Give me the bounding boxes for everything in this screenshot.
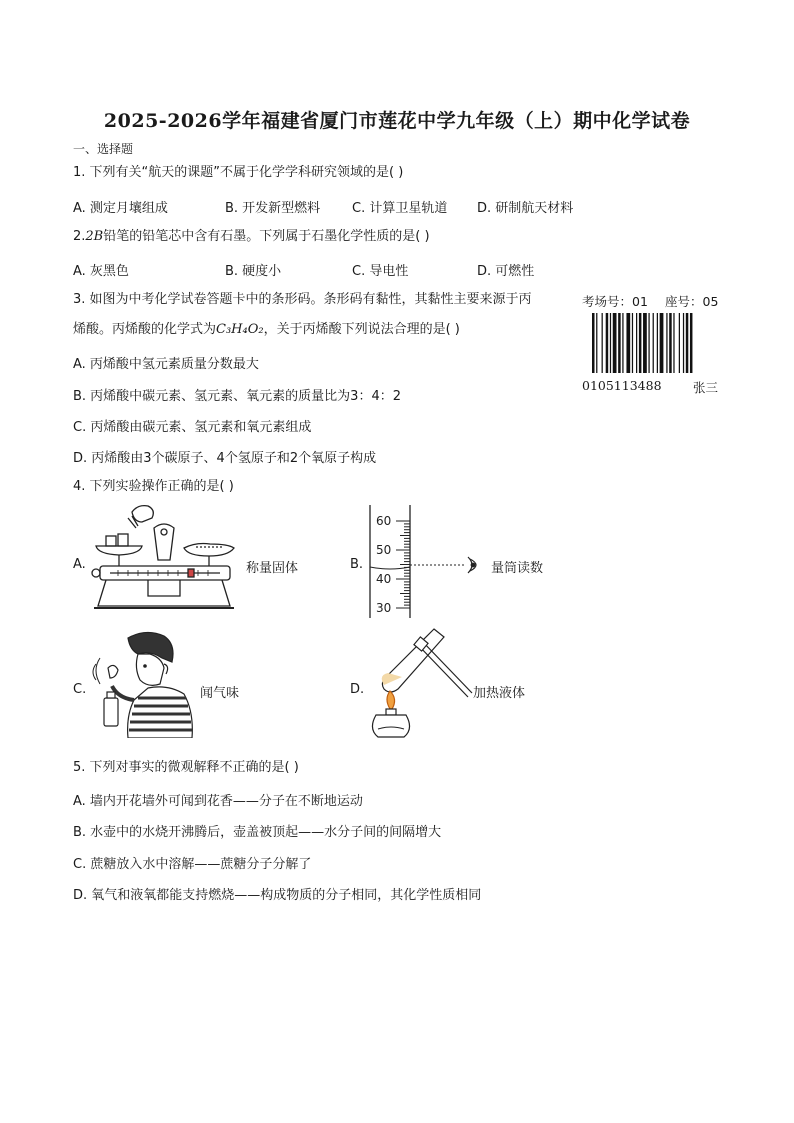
q1-option-c: C. 计算卫星轨道 — [352, 201, 448, 216]
barcode-bar — [606, 313, 609, 373]
q4-option-b-letter: B. — [350, 557, 364, 572]
q4-option-b-caption: 量筒读数 — [491, 561, 544, 576]
q3-line2-post: ，关于丙烯酸下列说法合理的是( ) — [263, 322, 460, 337]
q3-option-c: C. 丙烯酸由碳元素、氢元素和氧元素组成 — [73, 420, 312, 435]
q2-option-d: D. 可燃性 — [477, 264, 535, 279]
barcode-bar — [636, 313, 637, 373]
question-2-stem — [73, 229, 430, 245]
question-1-stem: 1. 下列有关“航天的课题”不属于化学学科研究领域的是( ) — [73, 165, 404, 180]
barcode-bar — [626, 313, 630, 373]
cylinder-tick-label: 60 — [376, 514, 392, 528]
barcode-bar — [653, 313, 654, 373]
q5-option-b: B. 水壶中的水烧开沸腾后，壶盖被顶起——水分子间的间隔增大 — [73, 825, 442, 840]
barcode-bar — [592, 313, 595, 373]
q4-option-a-letter: A. — [73, 557, 86, 572]
barcode-bar — [602, 313, 603, 373]
q2-stem-text: 铅笔的铅笔芯中含有石墨。下列属于石墨化学性质的是( ) — [103, 229, 430, 244]
question-3-line1: 3. 如图为中考化学试卷答题卡中的条形码。条形码有黏性，其黏性主要来源于丙 — [73, 292, 532, 307]
barcode-bar — [669, 313, 672, 373]
q3-option-d: D. 丙烯酸由3个碳原子、4个氢原子和2个氧原子构成 — [73, 451, 377, 466]
q4-option-a-caption: 称量固体 — [246, 561, 299, 576]
barcode-bar — [648, 313, 649, 373]
barcode-image — [592, 313, 720, 373]
q3-line2-pre: 烯酸。丙烯酸的化学式为 — [73, 322, 217, 337]
barcode-bar — [660, 313, 664, 373]
eye-icon — [468, 557, 476, 573]
barcode-bar — [622, 313, 623, 373]
barcode-bar — [679, 313, 680, 373]
question-3-line2 — [73, 322, 460, 338]
q1-option-b: B. 开发新型燃料 — [225, 201, 321, 216]
q2-pencil-grade: 2B — [85, 229, 104, 244]
barcode-bar — [596, 313, 597, 373]
barcode-bar — [666, 313, 667, 373]
q5-option-d: D. 氧气和液氧都能支持燃烧——构成物质的分子相同，其化学性质相同 — [73, 888, 482, 903]
barcode-bar — [610, 313, 611, 373]
smelling-gas-illustration — [88, 628, 198, 738]
cylinder-tick-label: 50 — [376, 543, 392, 557]
q1-option-a: A. 测定月壤组成 — [73, 201, 168, 216]
q2-option-a: A. 灰黑色 — [73, 264, 129, 279]
seat-label: 座号：05 — [665, 294, 719, 309]
q4-option-c-letter: C. — [73, 682, 87, 697]
q5-option-a: A. 墙内开花墙外可闻到花香——分子在不断地运动 — [73, 794, 363, 809]
barcode-bar — [618, 313, 621, 373]
chemical-formula: C₃H₄O₂ — [216, 322, 264, 337]
q2-number: 2. — [73, 229, 86, 244]
balance-scale-illustration — [88, 500, 238, 615]
barcode-bar — [657, 313, 658, 373]
question-5-stem: 5. 下列对事实的微观解释不正确的是( ) — [73, 760, 299, 775]
heating-liquid-illustration — [364, 625, 474, 745]
cylinder-tick-label: 30 — [376, 601, 392, 615]
q2-option-b: B. 硬度小 — [225, 264, 282, 279]
graduated-cylinder-illustration — [364, 505, 494, 620]
barcode-bar — [686, 313, 689, 373]
exam-room-label: 考场号：01 — [582, 294, 648, 309]
barcode-bar — [639, 313, 642, 373]
barcode-bar — [643, 313, 647, 373]
page-title: 2025-2026学年福建省厦门市莲花中学九年级（上）期中化学试卷 — [103, 110, 691, 132]
barcode-bar — [632, 313, 633, 373]
q4-option-d-caption: 加热液体 — [473, 686, 526, 701]
q2-option-c: C. 导电性 — [352, 264, 409, 279]
cylinder-tick-label: 40 — [376, 572, 392, 586]
question-4-stem: 4. 下列实验操作正确的是( ) — [73, 479, 234, 494]
q4-option-c-caption: 闻气味 — [200, 686, 240, 701]
barcode-bar — [673, 313, 674, 373]
candidate-name: 张三 — [693, 380, 719, 395]
barcode-bar — [683, 313, 684, 373]
q3-option-a: A. 丙烯酸中氢元素质量分数最大 — [73, 357, 259, 372]
barcode-bar — [690, 313, 693, 373]
q5-option-c: C. 蔗糖放入水中溶解——蔗糖分子分解了 — [73, 857, 312, 872]
section-heading: 一、选择题 — [73, 142, 134, 156]
barcode-number: 0105113488 — [582, 378, 662, 393]
q1-option-d: D. 研制航天材料 — [477, 201, 574, 216]
barcode-bar — [613, 313, 617, 373]
q3-option-b: B. 丙烯酸中碳元素、氢元素、氧元素的质量比为3：4：2 — [73, 389, 401, 404]
q4-option-d-letter: D. — [350, 682, 365, 697]
